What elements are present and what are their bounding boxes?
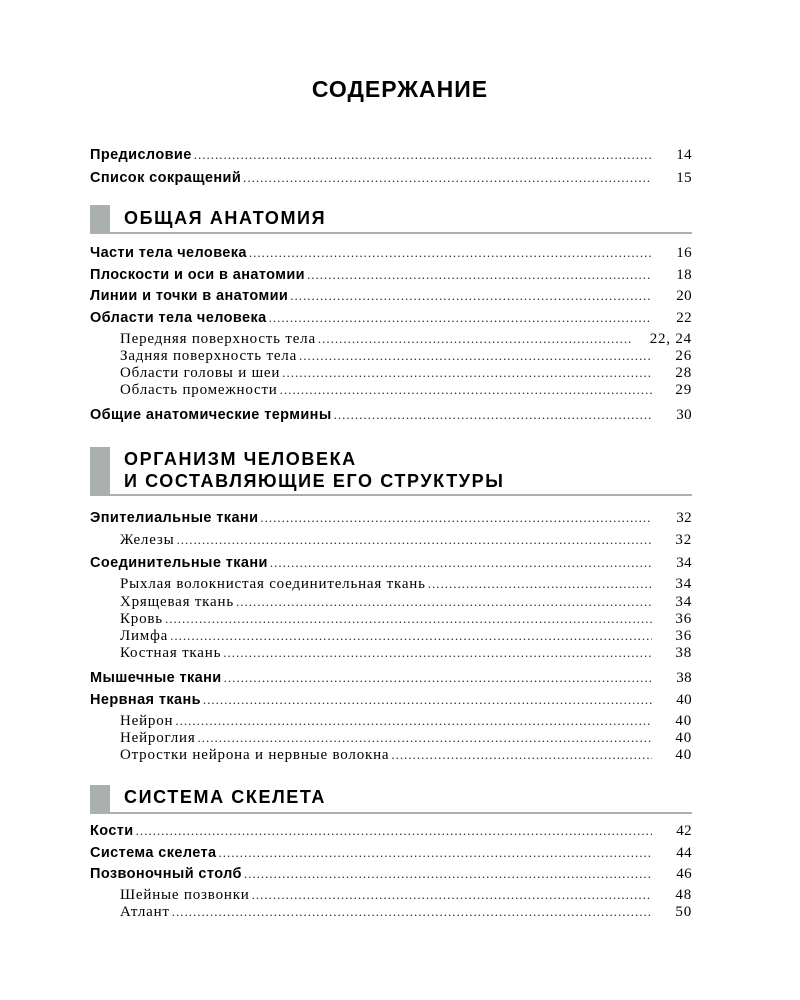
leader-dots (236, 594, 652, 610)
toc-entry-title: Общие анатомические термины (90, 407, 332, 423)
toc-entry-title: Соединительные ткани (90, 555, 268, 571)
toc-entry-title: Область промежности (120, 382, 278, 398)
toc-entry-page: 40 (675, 713, 692, 729)
toc-entry-title: Задняя поверхность тела (120, 348, 298, 364)
toc-subentry[interactable] (120, 532, 692, 550)
leader-dots (224, 670, 652, 686)
toc-entry-page: 29 (675, 382, 692, 398)
leader-dots (428, 576, 652, 592)
toc-subentry[interactable] (120, 747, 692, 765)
leader-dots (299, 348, 652, 364)
toc-entry-page: 20 (676, 288, 692, 304)
toc-entry-title: Линии и точки в анатомии (90, 288, 289, 304)
toc-entry-title: Мышечные ткани (90, 670, 222, 686)
toc-entry-page: 40 (676, 692, 692, 708)
toc-entry-title: Рыхлая волокнистая соединительная ткань (120, 576, 426, 592)
section-rule (90, 812, 692, 814)
toc-entry-title: Плоскости и оси в анатомии (90, 267, 305, 283)
leader-dots (219, 845, 653, 861)
toc-entry[interactable] (90, 407, 692, 427)
toc-entry[interactable] (90, 845, 692, 865)
toc-entry-title: Области тела человека (90, 310, 267, 326)
toc-entry[interactable] (90, 670, 692, 690)
section-rule (90, 232, 692, 234)
toc-entry-page: 22 (676, 310, 692, 326)
section-rule (90, 494, 692, 496)
leader-dots (307, 267, 652, 283)
leader-dots (172, 904, 652, 920)
leader-dots (175, 713, 652, 729)
toc-entry-title: Система скелета (90, 845, 217, 861)
leader-dots (203, 692, 652, 708)
toc-entry-abbreviations[interactable] (90, 170, 692, 190)
leader-dots (194, 147, 652, 163)
section-accent-bar (90, 447, 110, 495)
toc-entry[interactable] (90, 245, 692, 265)
toc-entry-title: Костная ткань (120, 645, 222, 661)
leader-dots (243, 170, 652, 186)
toc-entry-page: 30 (676, 407, 692, 423)
leader-dots (165, 611, 652, 627)
toc-entry-title: Кости (90, 823, 134, 839)
toc-entry[interactable] (90, 310, 692, 330)
toc-subentry[interactable] (120, 576, 692, 594)
toc-entry-page: 36 (675, 611, 692, 627)
toc-entry-page: 34 (675, 594, 692, 610)
leader-dots (223, 645, 652, 661)
leader-dots (198, 730, 652, 746)
toc-subentry[interactable] (120, 904, 692, 922)
toc-entry-page: 50 (675, 904, 692, 920)
toc-entry-page: 40 (675, 730, 692, 746)
toc-entry-title: Нервная ткань (90, 692, 201, 708)
toc-subentry[interactable] (120, 382, 692, 400)
toc-entry-page: 18 (676, 267, 692, 283)
leader-dots (280, 382, 652, 398)
toc-entry-title: Железы (120, 532, 175, 548)
section-accent-bar (90, 205, 110, 233)
toc-entry-page: 14 (676, 147, 692, 163)
toc-entry-title: Части тела человека (90, 245, 247, 261)
leader-dots (249, 245, 652, 261)
toc-entry-page: 32 (676, 510, 692, 526)
section-accent-bar (90, 785, 110, 813)
toc-entry-title: Хрящевая ткань (120, 594, 234, 610)
toc-entry-page: 16 (676, 245, 692, 261)
toc-subentry[interactable] (120, 348, 692, 366)
leader-dots (244, 866, 652, 882)
toc-entry-title: Список сокращений (90, 170, 242, 186)
toc-entry-page: 32 (675, 532, 692, 548)
toc-entry-page: 34 (675, 576, 692, 592)
toc-entry-page: 48 (675, 887, 692, 903)
toc-entry-page: 38 (676, 670, 692, 686)
leader-dots (269, 310, 652, 326)
section-title: СИСТЕМА СКЕЛЕТА (124, 787, 326, 807)
leader-dots (270, 555, 652, 571)
toc-entry-title: Отростки нейрона и нервные волокна (120, 747, 390, 763)
toc-entry-page: 40 (675, 747, 692, 763)
toc-entry-title: Эпителиальные ткани (90, 510, 259, 526)
toc-entry[interactable] (90, 866, 692, 886)
leader-dots (282, 365, 652, 381)
toc-subentry[interactable] (120, 645, 692, 663)
toc-entry[interactable] (90, 510, 692, 530)
toc-entry-page: 36 (675, 628, 692, 644)
toc-entry-title: Шейные позвонки (120, 887, 250, 903)
toc-entry-page: 28 (675, 365, 692, 381)
toc-entry-preface[interactable] (90, 147, 692, 167)
toc-entry-title: Передняя поверхность тела (120, 331, 316, 347)
toc-entry-page: 44 (676, 845, 692, 861)
leader-dots (318, 331, 632, 347)
section-title-line-2: И СОСТАВЛЯЮЩИЕ ЕГО СТРУКТУРЫ (124, 471, 505, 491)
leader-dots (290, 288, 652, 304)
toc-entry-title: Позвоночный столб (90, 866, 242, 882)
toc-subentry[interactable] (120, 594, 692, 612)
toc-subentry[interactable] (120, 730, 692, 748)
toc-entry-page: 22, 24 (649, 331, 692, 347)
page-title: СОДЕРЖАНИЕ (311, 76, 489, 102)
toc-entry-page: 26 (675, 348, 692, 364)
toc-subentry[interactable] (120, 331, 692, 349)
leader-dots (391, 747, 652, 763)
toc-entry-title: Области головы и шеи (120, 365, 281, 381)
leader-dots (252, 887, 652, 903)
toc-entry-page: 38 (675, 645, 692, 661)
leader-dots (170, 628, 652, 644)
toc-entry-title: Нейроглия (120, 730, 196, 746)
toc-entry[interactable] (90, 288, 692, 308)
toc-entry[interactable] (90, 555, 692, 575)
section-title-line-1: ОРГАНИЗМ ЧЕЛОВЕКА (124, 449, 357, 469)
leader-dots (176, 532, 652, 548)
toc-entry[interactable] (90, 692, 692, 712)
toc-subentry[interactable] (120, 713, 692, 731)
toc-entry-title: Атлант (120, 904, 170, 920)
toc-subentry[interactable] (120, 611, 692, 629)
toc-subentry[interactable] (120, 887, 692, 905)
leader-dots (136, 823, 652, 839)
toc-entry-page: 15 (676, 170, 692, 186)
toc-entry-title: Лимфа (120, 628, 169, 644)
toc-entry-title: Нейрон (120, 713, 174, 729)
toc-entry-title: Кровь (120, 611, 163, 627)
toc-entry-title: Предисловие (90, 147, 192, 163)
toc-entry[interactable] (90, 823, 692, 843)
toc-subentry[interactable] (120, 628, 692, 646)
toc-entry-page: 46 (676, 866, 692, 882)
leader-dots (260, 510, 652, 526)
toc-entry-page: 42 (676, 823, 692, 839)
toc-entry[interactable] (90, 267, 692, 287)
toc-entry-page: 34 (676, 555, 692, 571)
section-title: ОБЩАЯ АНАТОМИЯ (124, 208, 327, 228)
toc-subentry[interactable] (120, 365, 692, 383)
leader-dots (334, 407, 652, 423)
